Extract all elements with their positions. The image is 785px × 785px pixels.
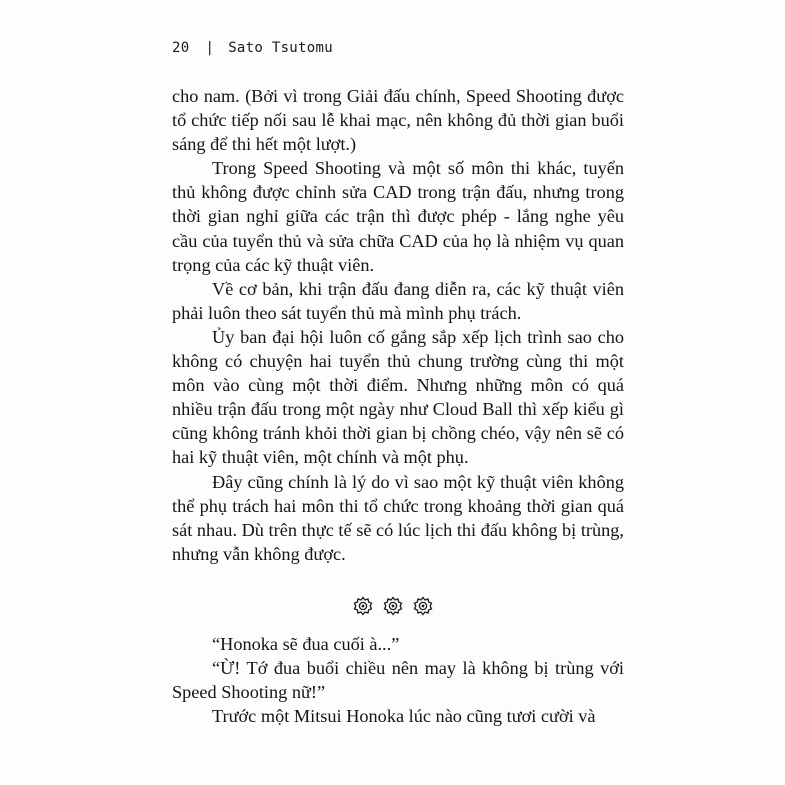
paragraph: cho nam. (Bởi vì trong Giải đấu chính, Speed Shooting được tổ chức tiếp nối sau lễ khai mạc, nên không đủ thời gian buổi sáng để thi hết một lượt.) (172, 86, 624, 155)
header-separator: | (205, 40, 215, 56)
paragraph: Đây cũng chính là lý do vì sao một kỹ thuật viên không thể phụ trách hai môn thi tổ chức trong khoảng thời gian quá sát nhau. Dù trên thực tế sẽ có lúc lịch thi đấu không bị trùng, nhưng vẫn không được. (172, 471, 624, 564)
main-text-block (172, 84, 624, 566)
ornament-flower-icon (413, 596, 433, 616)
scene-break (0, 596, 785, 616)
paragraph: Ủy ban đại hội luôn cố gắng sắp xếp lịch trình sao cho không có chuyện hai tuyển thủ chung trường cùng thi một môn vào cùng một thời điểm. Nhưng những môn có quá nhiều trận đấu trong một ngày như Cloud Ball thì xếp kiểu gì cũng không tránh khỏi thời gian bị chồng chéo, vậy nên sẽ có hai kỹ thuật viên, một chính và một phụ. (172, 326, 624, 468)
dialogue-line: “Ừ! Tớ đua buổi chiều nên may là không bị trùng với Speed Shooting nữ!” (172, 658, 624, 703)
dialogue-text-block (172, 632, 624, 728)
page-number: 20 (172, 40, 190, 56)
ornament-flower-icon (383, 596, 403, 616)
author-name: Sato Tsutomu (228, 40, 333, 56)
dialogue-line: “Honoka sẽ đua cuối à...” (212, 634, 400, 654)
ornament-flower-icon (353, 596, 373, 616)
paragraph: Trước một Mitsui Honoka lúc nào cũng tươi cười và (212, 706, 596, 727)
paragraph: Về cơ bản, khi trận đấu đang diễn ra, các kỹ thuật viên phải luôn theo sát tuyển thủ mà mình phụ trách. (172, 278, 624, 323)
running-header (172, 40, 333, 56)
paragraph: Trong Speed Shooting và một số môn thi khác, tuyển thủ không được chỉnh sửa CAD trong trận đấu, nhưng trong thời gian nghỉ giữa các trận thì được phép - lắng nghe yêu cầu của tuyển thủ và sửa chữa CAD của họ là nhiệm vụ quan trọng của các kỹ thuật viên. (172, 158, 624, 275)
